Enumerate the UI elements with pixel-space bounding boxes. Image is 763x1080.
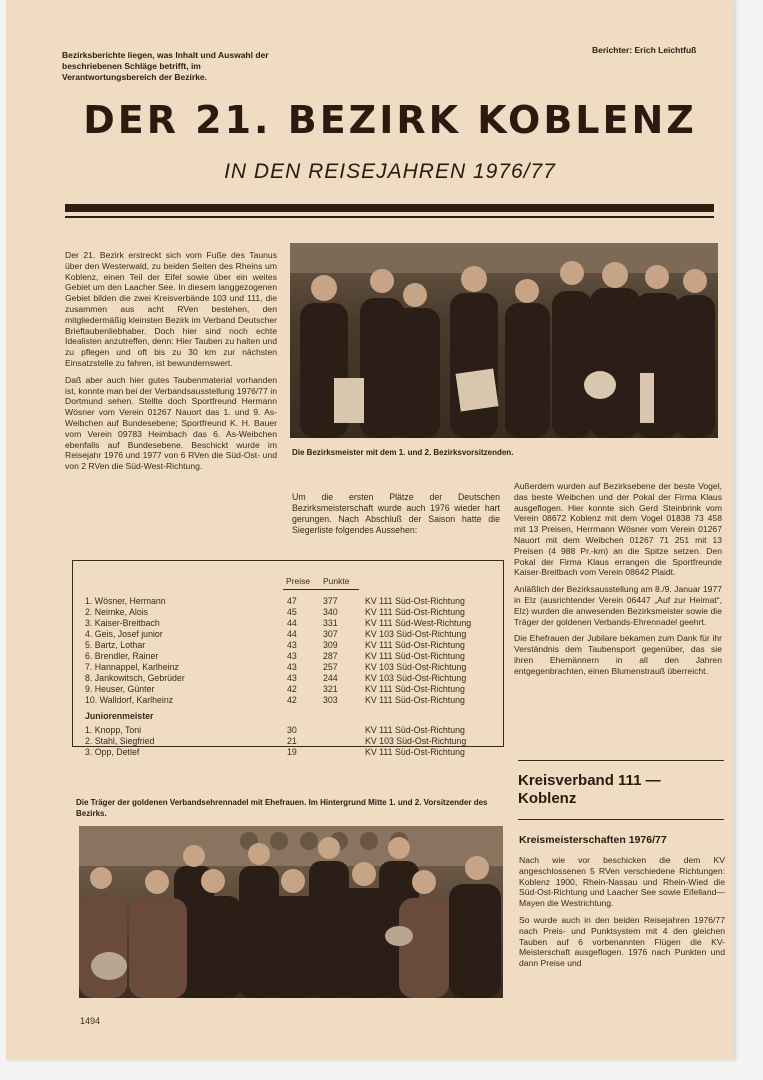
- row-preise: 44: [287, 629, 297, 639]
- row-kv: KV 103 Süd-Ost-Richtung: [365, 629, 467, 639]
- table-row: [73, 629, 503, 640]
- row-punkte: 303: [323, 695, 338, 705]
- table-row: [73, 684, 503, 695]
- right-paragraph-1: Außerdem wurden auf Bezirksebene der beste Vogel, das beste Weibchen und der Pokal der Firma Klaus ausgeflogen. Hier konnte sich Gerd Steinbrink vom Verein 08672 Koblenz mit dem Vogel 01838 73 458 mit 13 Preisen, Herrmann Wösner vom Verein 01267 Nauort mit dem Weibchen 01267 71 251 mit 13 Preisen (4 988 Pr.-km) an die Spitze setzen. Den Pokal der Firma Klaus errangen die Sportfreunde Kaiser-Breitbach vom Verein 08642 Plaidt.: [514, 481, 722, 578]
- row-kv: KV 111 Süd-Ost-Richtung: [365, 695, 465, 705]
- row-kv: KV 103 Süd-Ost-Richtung: [365, 662, 467, 672]
- intro-column: [65, 250, 277, 478]
- junior-name: 3. Opp, Detlef: [85, 747, 140, 757]
- section-title: [518, 772, 724, 808]
- junior-row: [73, 736, 503, 747]
- table-row: [73, 695, 503, 706]
- junior-preise: 19: [287, 747, 297, 757]
- row-punkte: 309: [323, 640, 338, 650]
- row-punkte: 377: [323, 596, 338, 606]
- photo2-caption: Die Träger der goldenen Verbandsehrennadel mit Ehefrauen. Im Hintergrund Mitte 1. und 2. Vorsitzender des Bezirks.: [76, 798, 488, 818]
- row-preise: 42: [287, 695, 297, 705]
- row-kv: KV 111 Süd-Ost-Richtung: [365, 684, 465, 694]
- header-underline: [283, 589, 359, 590]
- photo-district-champions-image: [290, 243, 718, 438]
- right-column: [514, 481, 722, 683]
- row-punkte: 340: [323, 607, 338, 617]
- row-name: 1. Wösner, Hermann: [85, 596, 166, 606]
- table-row: [73, 673, 503, 684]
- row-name: 2. Neimke, Alois: [85, 607, 149, 617]
- row-kv: KV 111 Süd-Ost-Richtung: [365, 596, 465, 606]
- row-preise: 43: [287, 651, 297, 661]
- reporter-credit: Berichter: Erich Leichtfuß: [592, 45, 697, 55]
- junior-preise: 30: [287, 725, 297, 735]
- col-header-preise: Preise: [286, 576, 311, 586]
- right-paragraph-2: Anläßlich der Bezirksausstellung am 8./9. Januar 1977 in Elz (ausrichtender Verein 06447 „Auf zur Heimat“, Elz) wurden die anwesenden Bezirksmeister sowie die Träger der goldenen Verbands-Ehrennadel geehrt.: [514, 584, 722, 627]
- junior-name: 1. Knopp, Toni: [85, 725, 142, 735]
- page-subtitle: IN DEN REISEJAHREN 1976/77: [224, 160, 556, 183]
- row-name: 10. Walldorf, Karlheinz: [85, 695, 174, 705]
- section-title-line2: Koblenz: [518, 790, 577, 807]
- right-paragraph-3: Die Ehefrauen der Jubilare bekamen zum Dank für ihr Verständnis dem Taubensport gegenüber, das sie ihren Ehemännern in all den Jahren entgegenbrachten, einen Blumenstrauß überreicht.: [514, 633, 722, 676]
- col-header-punkte: Punkte: [323, 576, 350, 586]
- table-row: [73, 651, 503, 662]
- photo1-caption: Die Bezirksmeister mit dem 1. und 2. Bezirksvorsitzenden.: [292, 448, 514, 457]
- row-preise: 45: [287, 607, 297, 617]
- intro-paragraph-2: Daß aber auch hier gutes Taubenmaterial vorhanden ist, konnte man bei der Verbandsausstellung 1976/77 in Dortmund sehen. Stellte doch Sportfreund Hermann Wösner vom Verein 01267 Nauort das 1. und 9. As-Weibchen auf Bundesebene; Sportfreund K. H. Bauer vom Verein 09783 Heimbach das 6. As-Weibchen ebenfalls auf Bundesebene. Beschickt wurde im Reisejahr 1976 und 1977 von 6 RVen die Süd-Ost- und von 2 RVen die Süd-West-Richtung.: [65, 374, 277, 472]
- row-name: 5. Bartz, Lothar: [85, 640, 146, 650]
- table-row: [73, 662, 503, 673]
- row-preise: 42: [287, 684, 297, 694]
- row-name: 3. Kaiser-Breitbach: [85, 618, 160, 628]
- section-paragraph-2: So wurde auch in den beiden Reisejahren 1976/77 nach Preis- und Punktsystem mit 4 den gleichen Tauben auf 6 vorbenannten Flügen die KV-Meisterschaft ausgeflogen. 1976 nach Punkten und dann Preise und: [519, 914, 725, 969]
- section-title-line1: Kreisverband 111 —: [518, 772, 661, 789]
- table-row: [73, 618, 503, 629]
- results-table: [72, 560, 504, 757]
- row-preise: 44: [287, 618, 297, 628]
- section-rule-top: [518, 760, 724, 761]
- section-body: [519, 855, 725, 975]
- junior-row: [73, 747, 503, 758]
- row-name: 4. Geis, Josef junior: [85, 629, 163, 639]
- row-punkte: 321: [323, 684, 338, 694]
- row-preise: 43: [287, 662, 297, 672]
- junior-name: 2. Stahl, Siegfried: [85, 736, 155, 746]
- row-name: 8. Jankowitsch, Gebrüder: [85, 673, 185, 683]
- title-rule-thin: [65, 216, 714, 218]
- mid-paragraph: Um die ersten Plätze der Deutschen Bezirksmeisterschaft wurde auch 1976 wieder hart gerungen. Nach Abschluß der Saison hatte die Siegerliste folgendes Aussehen:: [292, 492, 500, 535]
- row-kv: KV 111 Süd-Ost-Richtung: [365, 651, 465, 661]
- row-punkte: 307: [323, 629, 338, 639]
- junior-kv: KV 111 Süd-Ost-Richtung: [365, 747, 465, 757]
- section-rule-bottom: [518, 819, 724, 820]
- photo-district-champions: [290, 243, 718, 438]
- section-subtitle: Kreismeisterschaften 1976/77: [519, 834, 667, 846]
- table-row: [73, 607, 503, 618]
- row-preise: 43: [287, 640, 297, 650]
- row-kv: KV 111 Süd-Ost-Richtung: [365, 607, 465, 617]
- junior-kv: KV 103 Süd-Ost-Richtung: [365, 736, 467, 746]
- row-punkte: 244: [323, 673, 338, 683]
- row-preise: 43: [287, 673, 297, 683]
- title-rule-thick: [65, 204, 714, 212]
- row-name: 6. Brendler, Rainer: [85, 651, 159, 661]
- junior-kv: KV 111 Süd-Ost-Richtung: [365, 725, 465, 735]
- row-punkte: 257: [323, 662, 338, 672]
- junior-heading-text: Juniorenmeister: [85, 711, 154, 721]
- photo-gold-pin-holders: [79, 826, 503, 998]
- page-number: 1494: [80, 1016, 101, 1026]
- junior-heading: [73, 711, 503, 722]
- table-row: [73, 640, 503, 651]
- row-kv: KV 103 Süd-Ost-Richtung: [365, 673, 467, 683]
- table-row: [73, 596, 503, 607]
- page-title: DER 21. BEZIRK KOBLENZ: [83, 98, 697, 142]
- section-paragraph-1: Nach wie vor beschicken die dem KV angeschlossenen 5 RVen verschiedene Richtungen: Koblenz 1900, Rhein-Nassau und Rhein-Wied die Süd-Ost-Richtung und Laacher See sowie Eifelland—Mayen die Westrichtung.: [519, 855, 725, 909]
- row-name: 7. Hannappel, Karlheinz: [85, 662, 179, 672]
- junior-preise: 21: [287, 736, 297, 746]
- row-punkte: 287: [323, 651, 338, 661]
- results-rows: [73, 596, 503, 757]
- row-kv: KV 111 Süd-Ost-Richtung: [365, 640, 465, 650]
- header-note: Bezirksberichte liegen, was Inhalt und Auswahl der beschriebenen Schläge betrifft, im Verantwortungsbereich der Bezirke.: [62, 50, 269, 82]
- row-kv: KV 111 Süd-West-Richtung: [365, 618, 472, 628]
- row-preise: 47: [287, 596, 297, 606]
- junior-row: [73, 725, 503, 736]
- photo-gold-pin-holders-image: [79, 826, 503, 998]
- row-punkte: 331: [323, 618, 338, 628]
- row-name: 9. Heuser, Günter: [85, 684, 155, 694]
- intro-paragraph-1: Der 21. Bezirk erstreckt sich vom Fuße des Taunus über den Westerwald, zu beiden Seiten des Rheins um Koblenz, einen Teil der Eifel sowie über ein weites Gebiet um den Laacher See. In diesem langgezogenen Gebiet bilden die zwei Kreisverbände 103 und 111, die zusammen aus acht RVen bestehen, den mitgliedermäßig kleinsten Bezirk im Verband Deutscher Brieftaubenliebhaber. Doch hier sind noch echte Idealisten anzutreffen, denn: Hier Tauben zu halten und zu pflegen und oft bis zu 30 km zur nächsten Einsatzstelle zu fahren, ist bewundernswert.: [65, 250, 277, 368]
